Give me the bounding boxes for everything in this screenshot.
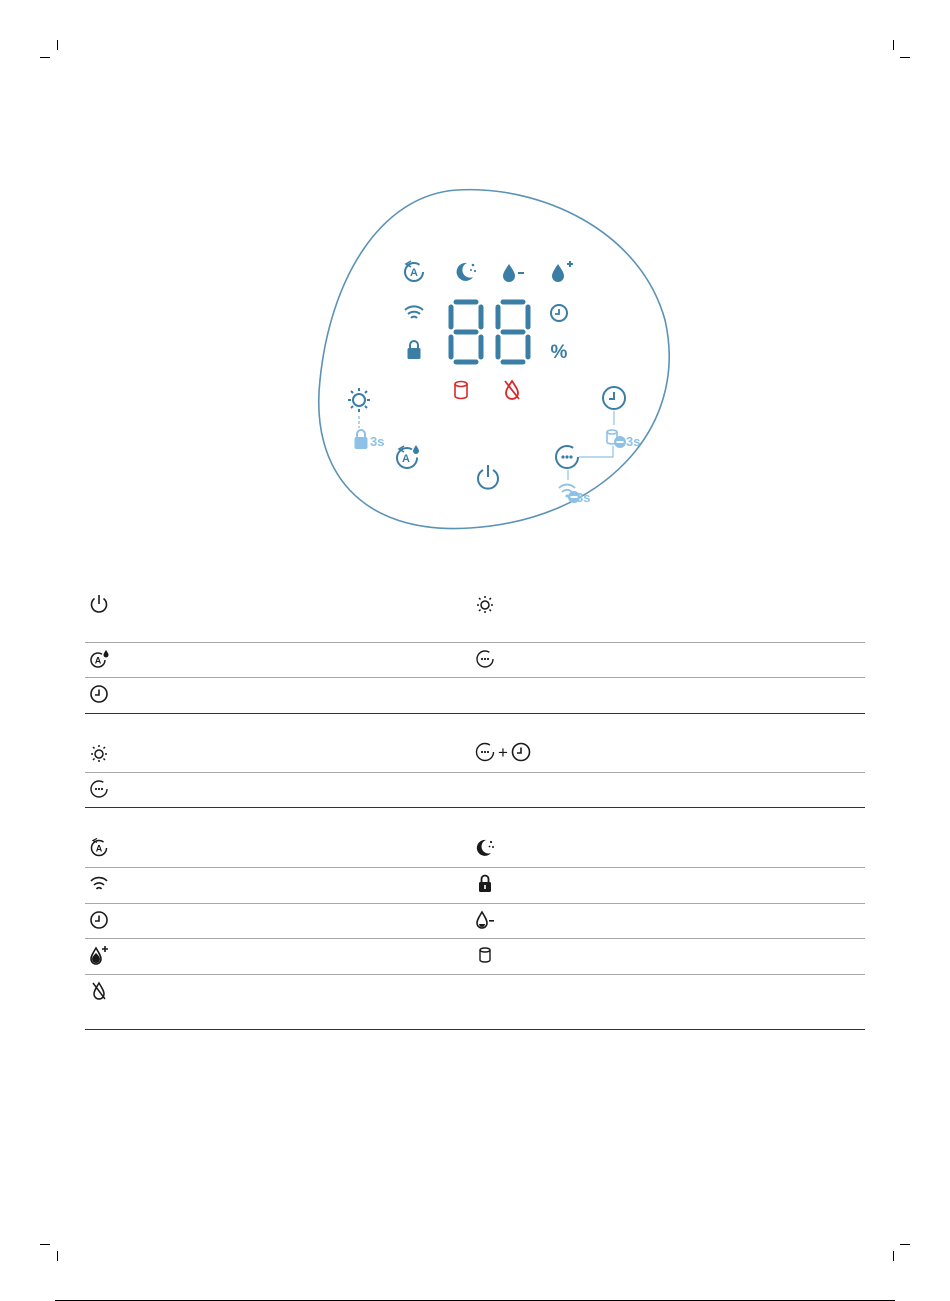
no-water-icon: [89, 981, 109, 1001]
crop-mark-bl-h: [40, 1244, 50, 1245]
timer-button[interactable]: [603, 387, 625, 409]
table-row: [85, 643, 865, 678]
tank-icon: [475, 945, 495, 965]
legend-section-3: [85, 808, 865, 1030]
mode-icon: [89, 779, 109, 799]
mode-plus-timer-icon: [475, 741, 535, 763]
table-row: [85, 939, 865, 975]
legend-section-1: [85, 582, 865, 714]
sleep-mode-icon: [457, 263, 477, 281]
timer-icon: [89, 910, 109, 930]
lock-icon: [475, 874, 495, 894]
legend-section-2: [85, 713, 865, 808]
brightness-hold-label: 3s: [370, 434, 385, 449]
mode-icon: [475, 649, 495, 669]
brightness-button[interactable]: [348, 388, 370, 412]
humidity-down-icon: [475, 910, 495, 930]
sleep-mode-icon: [475, 838, 495, 858]
crop-mark-br-v: [893, 1251, 894, 1261]
seven-segment-display: [451, 302, 528, 362]
svg-text:A: A: [402, 453, 410, 465]
timer-small-icon: [551, 305, 567, 321]
no-water-icon: [505, 381, 519, 399]
mode-button[interactable]: [556, 446, 578, 468]
timer-hold-label: 3s: [626, 434, 641, 449]
power-button[interactable]: [478, 465, 498, 489]
crop-mark-tl-v: [57, 40, 58, 50]
panel-outline: [319, 190, 669, 529]
table-row: [85, 868, 865, 904]
auto-mode-icon: [89, 838, 109, 858]
crop-mark-bl-v: [57, 1251, 58, 1261]
tank-icon: [455, 382, 467, 399]
crop-mark-tr-v: [893, 40, 894, 50]
table-row: [85, 678, 865, 714]
timer-icon: [89, 684, 109, 704]
table-row: [85, 582, 865, 643]
table-row: [85, 904, 865, 939]
auto-mode-icon: [405, 261, 423, 281]
tank-reset-hold-icon: [607, 430, 626, 448]
table-row: [85, 975, 865, 1030]
lock-icon: [408, 341, 421, 359]
wifi-icon: [405, 306, 423, 318]
table-row: [85, 713, 865, 773]
table-row: [85, 773, 865, 808]
humidity-down-icon: [503, 264, 524, 282]
crop-mark-tl-h: [40, 57, 50, 58]
svg-text:A: A: [95, 843, 103, 854]
svg-text:A: A: [410, 267, 418, 279]
control-panel-diagram: [310, 185, 670, 535]
wifi-icon: [89, 874, 109, 894]
svg-text:A: A: [94, 655, 102, 666]
crop-mark-tr-h: [900, 57, 910, 58]
humidity-up-icon: [89, 945, 109, 965]
wifi-hold-label: 3s: [576, 490, 591, 505]
crop-mark-br-h: [900, 1244, 910, 1245]
auto-humidity-button[interactable]: [397, 445, 419, 468]
mode-connector: [579, 446, 613, 457]
humidity-up-icon: [552, 261, 573, 282]
table-row: [85, 808, 865, 868]
plus-sign: +: [498, 743, 508, 762]
brightness-icon: [475, 594, 495, 614]
auto-humidity-icon: [89, 649, 109, 669]
panel-lock-hold-icon: [355, 430, 368, 449]
power-icon: [89, 594, 109, 614]
percent-icon: %: [550, 342, 568, 363]
brightness-icon: [89, 743, 109, 763]
